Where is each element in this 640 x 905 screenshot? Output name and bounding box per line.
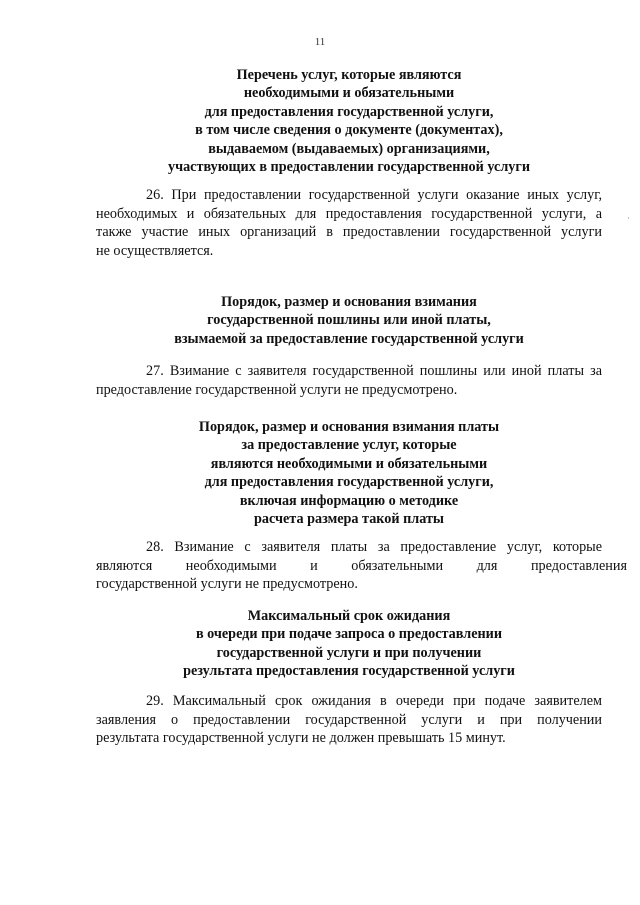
paragraph-line: также участие иных организаций в предоставлении государственной услуги [96,224,602,241]
section-heading [96,418,602,528]
paragraph-27 [96,362,602,399]
paragraph-line: не осуществляется. [96,242,214,259]
paragraph-line: являются необходимыми и обязательными для предоставления [96,557,627,574]
heading-line: Перечень услуг, которые являются [236,67,462,83]
paragraph-line: 26. При предоставлении государственной услуги оказание иных услуг, [146,187,602,203]
heading-line: являются необходимыми и обязательными [210,455,488,472]
heading-line: государственной услуги и при получении [216,644,482,661]
paragraph-line: результата государственной услуги не должен превышать 15 минут. [96,730,506,747]
paragraph-line: заявления о предоставлении государственной услуги и при получении [96,711,602,728]
heading-line: Порядок, размер и основания взимания платы [198,419,500,435]
paragraph-26 [96,186,602,260]
paragraph-line: 27. Взимание с заявителя государственной пошлины или иной платы за [146,363,602,379]
heading-line: Порядок, размер и основания взимания [221,294,477,310]
heading-line: за предоставление услуг, которые [241,437,457,454]
section-heading [96,607,602,681]
section-heading [96,293,602,348]
heading-line: для предоставления государственной услуги, [204,474,494,491]
heading-line: Максимальный срок ожидания [247,608,451,624]
heading-line: в том числе сведения о документе (документах), [195,122,503,139]
scan-margin-mark: · [627,213,630,223]
page-number: 11 [314,36,326,48]
heading-line: государственной пошлины или иной платы, [207,312,491,329]
heading-line: в очереди при подаче запроса о предоставлении [195,626,503,643]
heading-line: включая информацию о методике [239,492,459,509]
section-heading [96,66,602,176]
paragraph-line: необходимых и обязательных для предоставления государственной услуги, а [96,205,602,222]
paragraph-line: 28. Взимание с заявителя платы за предоставление услуг, которые [146,539,602,555]
heading-line: для предоставления государственной услуги, [204,103,494,120]
heading-line: необходимыми и обязательными [243,85,455,102]
paragraph-28 [96,538,627,594]
paragraph-line: предоставление государственной услуги не предусмотрено. [96,381,458,398]
heading-line: участвующих в предоставлении государственной услуги [167,159,530,176]
heading-line: выдаваемом (выдаваемых) организациями, [208,140,490,157]
heading-line: взымаемой за предоставление государственной услуги [174,330,524,347]
paragraph-line: государственной услуги не предусмотрено. [96,576,358,593]
heading-line: расчета размера такой платы [254,511,444,528]
paragraph-line: 29. Максимальный срок ожидания в очереди при подаче заявителем [146,693,602,709]
heading-line: результата предоставления государственной услуги [183,663,515,680]
paragraph-29 [96,692,602,748]
